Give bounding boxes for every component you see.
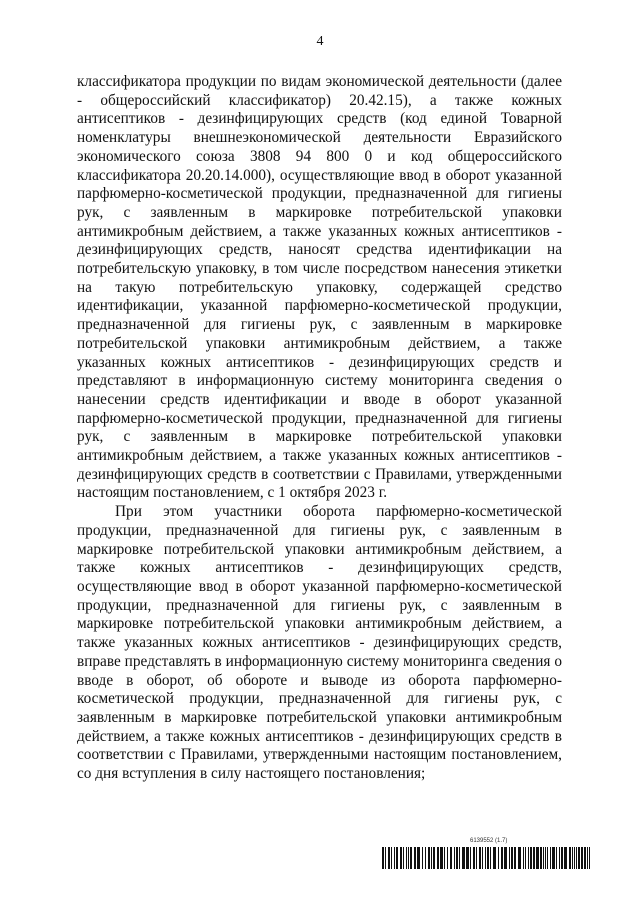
document-body — [77, 73, 562, 784]
barcode — [382, 847, 591, 869]
paragraph-continuation: классификатора продукции по видам экономической деятельности (далее - общероссийский классификатор) 20.42.15), а также кожных антисептиков - дезинфицирующих средств (код единой Товарной номенклатуры внешнеэкономической деятельности Евразийского экономического союза 3808 94 800 0 и код общероссийского классификатора 20.20.14.000), осуществляющие ввод в оборот указанной парфюмерно-косметической продукции, предназначенной для гигиены рук, с заявленным в маркировке потребительской упаковки антимикробным действием, а также указанных кожных антисептиков - дезинфицирующих средств, наносят средства идентификации на потребительскую упаковку, в том числе посредством нанесения этикетки на такую потребительскую упаковку, содержащей средство идентификации, указанной парфюмерно-косметической продукции, предназначенной для гигиены рук, с заявленным в маркировке потребительской упаковки антимикробным действием, а также указанных кожных антисептиков - дезинфицирующих средств и представляют в информационную систему мониторинга сведения о нанесении средств идентификации и вводе в оборот указанной парфюмерно-косметической продукции, предназначенной для гигиены рук, с заявленным в маркировке потребительской упаковки антимикробным действием, а также указанных кожных антисептиков - дезинфицирующих средств в соответствии с Правилами, утвержденными настоящим постановлением, с 1 октября 2023 г. — [77, 73, 562, 502]
paragraph-participants: При этом участники оборота парфюмерно-косметической продукции, предназначенной для гигиены рук, с заявленным в маркировке потребительской упаковки антимикробным действием, а также кожных антисептиков - дезинфицирующих средств, осуществляющие ввод в оборот указанной парфюмерно-косметической продукции, предназначенной для гигиены рук, с заявленным в маркировке потребительской упаковки антимикробным действием, а также указанных кожных антисептиков - дезинфицирующих средств, вправе представлять в информационную систему мониторинга сведения о вводе в оборот, об обороте и выводе из оборота парфюмерно-косметической продукции, предназначенной для гигиены рук, с заявленным в маркировке потребительской упаковки антимикробным действием, а также кожных антисептиков - дезинфицирующих средств в соответствии с Правилами, утвержденными настоящим постановлением, со дня вступления в силу настоящего постановления; — [77, 503, 562, 783]
page-number: 4 — [316, 34, 324, 49]
document-code: 6139552 (1.7) — [470, 838, 508, 844]
